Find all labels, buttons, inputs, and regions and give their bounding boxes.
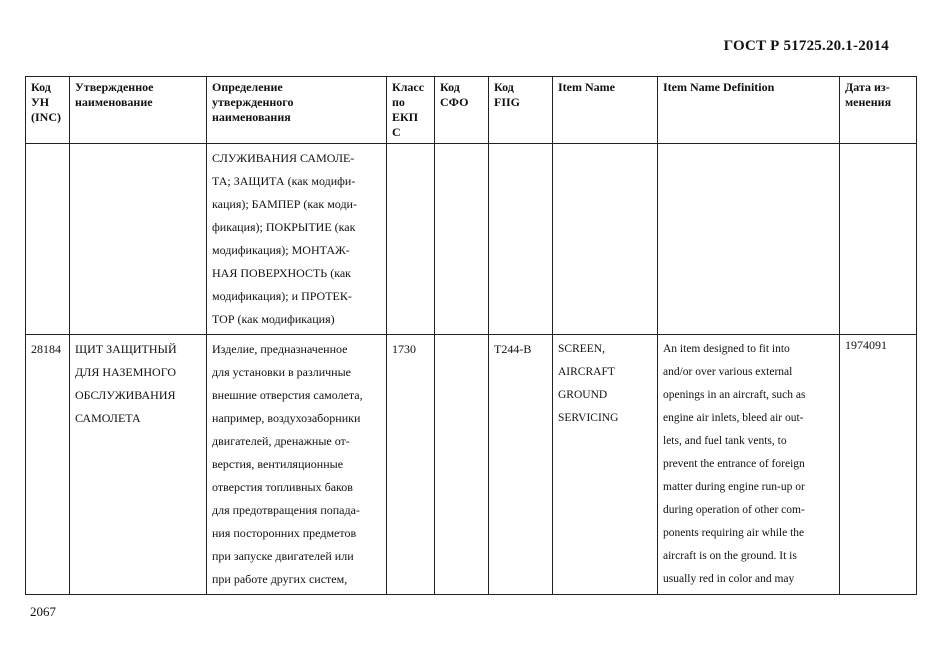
header-definition — [207, 77, 387, 144]
table-row — [26, 335, 917, 595]
text-line: модификация); и ПРОТЕК- — [212, 289, 352, 303]
text-line: ДЛЯ НАЗЕМНОГО — [75, 365, 177, 379]
text-line: двигателей, дренажные от- — [212, 434, 350, 448]
cell-fiig: T244-B — [489, 335, 553, 595]
cell-item-definition — [658, 335, 840, 595]
cell-item-name — [553, 144, 658, 335]
text-line: НАЯ ПОВЕРХНОСТЬ (как — [212, 266, 351, 280]
cell-definition — [207, 144, 387, 335]
text-line: УН — [31, 95, 50, 109]
text-line: Класс — [392, 80, 425, 94]
cell-fiig — [489, 144, 553, 335]
text-line: Определение — [212, 80, 283, 94]
cell-sfo — [435, 335, 489, 595]
text-line: ЩИТ ЗАЩИТНЫЙ — [75, 342, 177, 356]
cell-inc: 28184 — [26, 335, 70, 595]
cell-class — [387, 144, 435, 335]
text-line: утвержденного — [212, 95, 294, 109]
text-line: GROUND — [558, 389, 608, 401]
text-line: AIRCRAFT — [558, 366, 615, 378]
text-line: (INC) — [31, 110, 61, 124]
text-line: отверстия топливных баков — [212, 480, 353, 494]
text-line: FIIG — [494, 95, 521, 109]
text-line: ния посторонних предметов — [212, 526, 357, 540]
text-line: Код — [31, 80, 51, 94]
text-line: Код — [440, 80, 460, 94]
text-line: СЛУЖИВАНИЯ САМОЛЕ- — [212, 151, 355, 165]
text-line: САМОЛЕТА — [75, 411, 141, 425]
text-line: Item Name — [558, 80, 615, 94]
header-class — [387, 77, 435, 144]
text-line: ТА; ЗАЩИТА (как модифи- — [212, 174, 356, 188]
text-line: менения — [845, 95, 892, 109]
header-approved-name — [70, 77, 207, 144]
document-title: ГОСТ Р 51725.20.1-2014 — [723, 38, 889, 54]
cell-inc — [26, 144, 70, 335]
text-line: SERVICING — [558, 412, 619, 424]
page-number: 2067 — [30, 604, 56, 619]
header-fiig — [489, 77, 553, 144]
text-line: engine air inlets, bleed air out- — [663, 412, 804, 424]
text-line: для установки в различные — [212, 365, 351, 379]
text-line: matter during engine run-up or — [663, 481, 805, 493]
text-line: Item Name Definition — [663, 80, 775, 94]
header-sfo — [435, 77, 489, 144]
text-line: наименования — [212, 110, 291, 124]
cell-change-date: 1974091 — [840, 335, 917, 595]
text-line: при запуске двигателей или — [212, 549, 354, 563]
continuation-row — [26, 144, 917, 335]
text-line: and/or over various external — [663, 366, 793, 378]
header-change-date — [840, 77, 917, 144]
text-line: ponents requiring air while the — [663, 527, 805, 539]
text-line: кация); БАМПЕР (как моди- — [212, 197, 357, 211]
catalog-table — [25, 76, 917, 595]
text-line: СФО — [440, 95, 469, 109]
header-item-definition — [658, 77, 840, 144]
text-line: С — [392, 125, 401, 139]
text-line: aircraft is on the ground. It is — [663, 550, 797, 562]
text-line: An item designed to fit into — [663, 343, 790, 355]
text-line: модификация); МОНТАЖ- — [212, 243, 350, 257]
text-line: по — [392, 95, 405, 109]
cell-item-definition — [658, 144, 840, 335]
cell-sfo — [435, 144, 489, 335]
text-line: SCREEN, — [558, 343, 605, 355]
cell-definition — [207, 335, 387, 595]
text-line: ЕКП — [392, 110, 419, 124]
text-line: ТОР (как модификация) — [212, 312, 335, 326]
text-line: Код — [494, 80, 514, 94]
text-line: для предотвращения попада- — [212, 503, 360, 517]
text-line: lets, and fuel tank vents, to — [663, 435, 787, 447]
text-line: Утвержденное — [75, 80, 154, 94]
text-line: верстия, вентиляционные — [212, 457, 344, 471]
cell-change-date — [840, 144, 917, 335]
cell-class: 1730 — [387, 335, 435, 595]
header-item-name — [553, 77, 658, 144]
text-line: prevent the entrance of foreign — [663, 458, 805, 470]
cell-approved-name — [70, 335, 207, 595]
text-line: Изделие, предназначенное — [212, 342, 348, 356]
text-line: usually red in color and may — [663, 573, 795, 585]
cell-approved-name — [70, 144, 207, 335]
cell-item-name — [553, 335, 658, 595]
text-line: например, воздухозаборники — [212, 411, 361, 425]
text-line: при работе других систем, — [212, 572, 348, 586]
text-line: Дата из- — [845, 80, 890, 94]
text-line: внешние отверстия самолета, — [212, 388, 363, 402]
table-header-row — [26, 77, 917, 144]
text-line: openings in an aircraft, such as — [663, 389, 806, 401]
header-inc — [26, 77, 70, 144]
text-line: фикация); ПОКРЫТИЕ (как — [212, 220, 356, 234]
text-line: наименование — [75, 95, 153, 109]
text-line: ОБСЛУЖИВАНИЯ — [75, 388, 176, 402]
text-line: during operation of other com- — [663, 504, 805, 516]
